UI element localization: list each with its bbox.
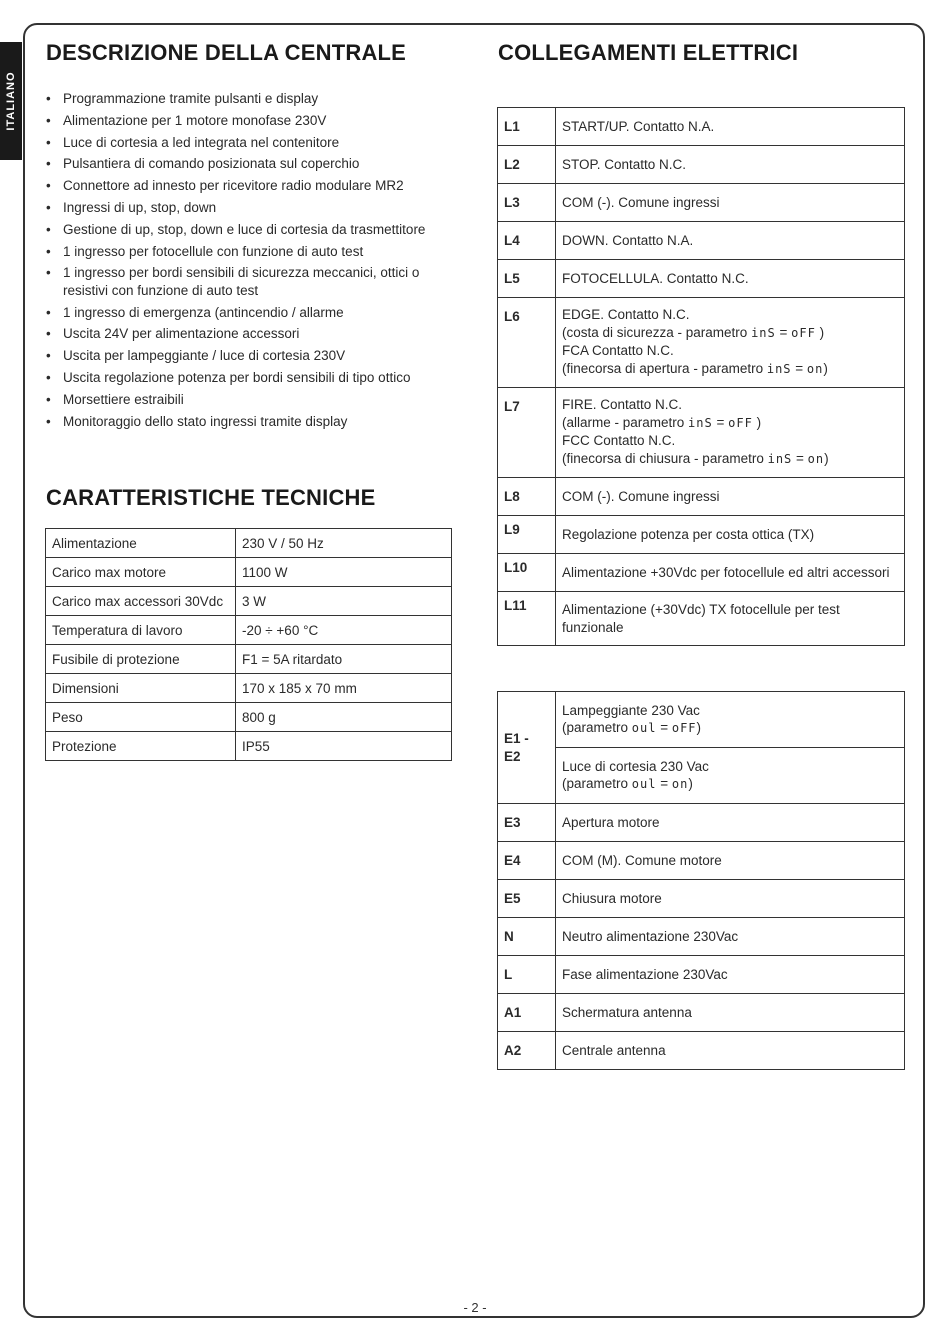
table-row (498, 260, 905, 298)
desc-line: Lampeggiante 230 Vac (562, 702, 700, 718)
table-row (498, 516, 905, 554)
terminal-code: L11 (498, 592, 556, 646)
table-row (46, 645, 452, 674)
list-item: • Uscita 24V per alimentazione accessori (44, 325, 449, 343)
tech-table (45, 528, 452, 761)
list-item: • Luce di cortesia a led integrata nel contenitore (44, 134, 449, 152)
desc-line: FCC Contatto N.C. (562, 433, 676, 448)
desc-line: Regolazione potenza per costa ottica (TX) (562, 526, 815, 542)
terminal-code: L (498, 956, 556, 994)
list-item: • Uscita per lampeggiante / luce di cortesia 230V (44, 347, 449, 365)
list-item: • Pulsantiera di comando posizionata sul coperchio (44, 155, 449, 173)
list-item: • Monitoraggio dello stato ingressi tramite display (44, 413, 449, 431)
terminal-desc: Chiusura motore (556, 880, 905, 918)
terminal-desc: COM (M). Comune motore (556, 842, 905, 880)
table-row (498, 108, 905, 146)
language-tab-label: ITALIANO (5, 71, 17, 131)
desc-line: (parametro oul = oFF) (562, 720, 702, 735)
terminal-code: L8 (498, 478, 556, 516)
tech-value: 800 g (236, 703, 452, 732)
table-row (498, 554, 905, 592)
terminal-code: L10 (498, 554, 556, 592)
terminal-code: L9 (498, 516, 556, 554)
table-row (498, 146, 905, 184)
terminal-desc (556, 554, 905, 592)
terminal-code: L3 (498, 184, 556, 222)
terminal-code: L4 (498, 222, 556, 260)
tech-value: F1 = 5A ritardato (236, 645, 452, 674)
desc-line: DOWN. Contatto N.A. (562, 232, 694, 248)
terminal-code: L2 (498, 146, 556, 184)
terminal-desc: Fase alimentazione 230Vac (556, 956, 905, 994)
tech-value: 230 V / 50 Hz (236, 529, 452, 558)
list-item: • 1 ingresso di emergenza (antincendio / allarme (44, 304, 449, 322)
terminal-desc: Centrale antenna (556, 1032, 905, 1070)
l-connections-table (497, 107, 905, 646)
list-item: • Ingressi di up, stop, down (44, 199, 449, 217)
desc-line: Luce di cortesia 230 Vac (562, 758, 709, 774)
terminal-desc (556, 748, 905, 804)
table-row (498, 692, 905, 748)
language-tab (0, 42, 22, 160)
terminal-code: L7 (498, 388, 556, 478)
terminal-code: A2 (498, 1032, 556, 1070)
table-row (498, 994, 905, 1032)
terminal-code: L6 (498, 298, 556, 388)
tech-label: Carico max motore (46, 558, 236, 587)
list-item: • 1 ingresso per fotocellule con funzione di auto test (44, 243, 449, 261)
terminal-desc (556, 298, 905, 388)
tech-value: 170 x 185 x 70 mm (236, 674, 452, 703)
desc-line: (finecorsa di chiusura - parametro inS = on) (562, 450, 829, 466)
description-title: DESCRIZIONE DELLA CENTRALE (46, 40, 407, 65)
features-list (44, 90, 449, 434)
terminal-code: E1 - E2 (498, 692, 556, 804)
terminal-code: L5 (498, 260, 556, 298)
table-row (498, 298, 905, 388)
terminal-desc: Apertura motore (556, 804, 905, 842)
table-row (46, 558, 452, 587)
list-item: • 1 ingresso per bordi sensibili di sicurezza meccanici, ottici o resistivi con funzione di auto test (44, 264, 449, 299)
tech-label: Temperatura di lavoro (46, 616, 236, 645)
table-row (498, 388, 905, 478)
terminal-desc (556, 222, 905, 260)
list-item: • Gestione di up, stop, down e luce di cortesia da trasmettitore (44, 221, 449, 239)
desc-line: (allarme - parametro inS = oFF ) (562, 414, 762, 430)
table-row (498, 478, 905, 516)
terminal-desc (556, 146, 905, 184)
table-row (498, 880, 905, 918)
desc-line: FOTOCELLULA. Contatto N.C. (562, 270, 749, 286)
tech-value: -20 ÷ +60 °C (236, 616, 452, 645)
table-row (46, 587, 452, 616)
tech-title: CARATTERISTICHE TECNICHE (46, 485, 376, 510)
terminal-desc (556, 184, 905, 222)
desc-line: COM (-). Comune ingressi (562, 488, 720, 504)
desc-line: COM (-). Comune ingressi (562, 194, 720, 210)
table-row (46, 616, 452, 645)
desc-line: (finecorsa di apertura - parametro inS = on) (562, 360, 828, 376)
terminal-desc (556, 478, 905, 516)
desc-line: FIRE. Contatto N.C. (562, 397, 683, 412)
terminal-desc (556, 108, 905, 146)
tech-value: 3 W (236, 587, 452, 616)
terminal-code: L1 (498, 108, 556, 146)
terminal-code: A1 (498, 994, 556, 1032)
e-connections-table (497, 691, 905, 1070)
terminal-code: E4 (498, 842, 556, 880)
terminal-code: E5 (498, 880, 556, 918)
table-row (498, 842, 905, 880)
list-item: • Programmazione tramite pulsanti e display (44, 90, 449, 108)
terminal-code: N (498, 918, 556, 956)
terminal-desc: Neutro alimentazione 230Vac (556, 918, 905, 956)
table-row (498, 748, 905, 804)
terminal-desc: Schermatura antenna (556, 994, 905, 1032)
terminal-desc (556, 592, 905, 646)
list-item: • Morsettiere estraibili (44, 391, 449, 409)
tech-label: Alimentazione (46, 529, 236, 558)
list-item: • Connettore ad innesto per ricevitore radio modulare MR2 (44, 177, 449, 195)
desc-line: (parametro oul = on) (562, 776, 693, 791)
desc-line: EDGE. Contatto N.C. (562, 307, 690, 322)
table-row (46, 529, 452, 558)
table-row (498, 184, 905, 222)
table-row (498, 1032, 905, 1070)
tech-label: Protezione (46, 732, 236, 761)
tech-value: 1100 W (236, 558, 452, 587)
tech-value: IP55 (236, 732, 452, 761)
table-row (498, 918, 905, 956)
terminal-desc (556, 260, 905, 298)
desc-line: (costa di sicurezza - parametro inS = oFF ) (562, 324, 825, 340)
page-number: - 2 - (463, 1300, 487, 1315)
connections-title: COLLEGAMENTI ELETTRICI (498, 40, 799, 65)
terminal-desc (556, 516, 905, 554)
desc-line: FCA Contatto N.C. (562, 343, 674, 358)
tech-label: Peso (46, 703, 236, 732)
table-row (498, 592, 905, 646)
list-item: • Alimentazione per 1 motore monofase 230V (44, 112, 449, 130)
table-row (498, 956, 905, 994)
desc-line: Alimentazione (+30Vdc) TX fotocellule per test funzionale (562, 602, 840, 635)
desc-line: Alimentazione +30Vdc per fotocellule ed altri accessori (562, 564, 890, 580)
terminal-desc (556, 692, 905, 748)
tech-label: Fusibile di protezione (46, 645, 236, 674)
tech-label: Dimensioni (46, 674, 236, 703)
table-row (498, 222, 905, 260)
table-row (46, 703, 452, 732)
list-item: • Uscita regolazione potenza per bordi sensibili di tipo ottico (44, 369, 449, 387)
table-row (46, 674, 452, 703)
table-row (46, 732, 452, 761)
tech-label: Carico max accessori 30Vdc (46, 587, 236, 616)
terminal-desc (556, 388, 905, 478)
desc-line: START/UP. Contatto N.A. (562, 118, 715, 134)
table-row (498, 804, 905, 842)
terminal-code: E3 (498, 804, 556, 842)
desc-line: STOP. Contatto N.C. (562, 156, 687, 172)
